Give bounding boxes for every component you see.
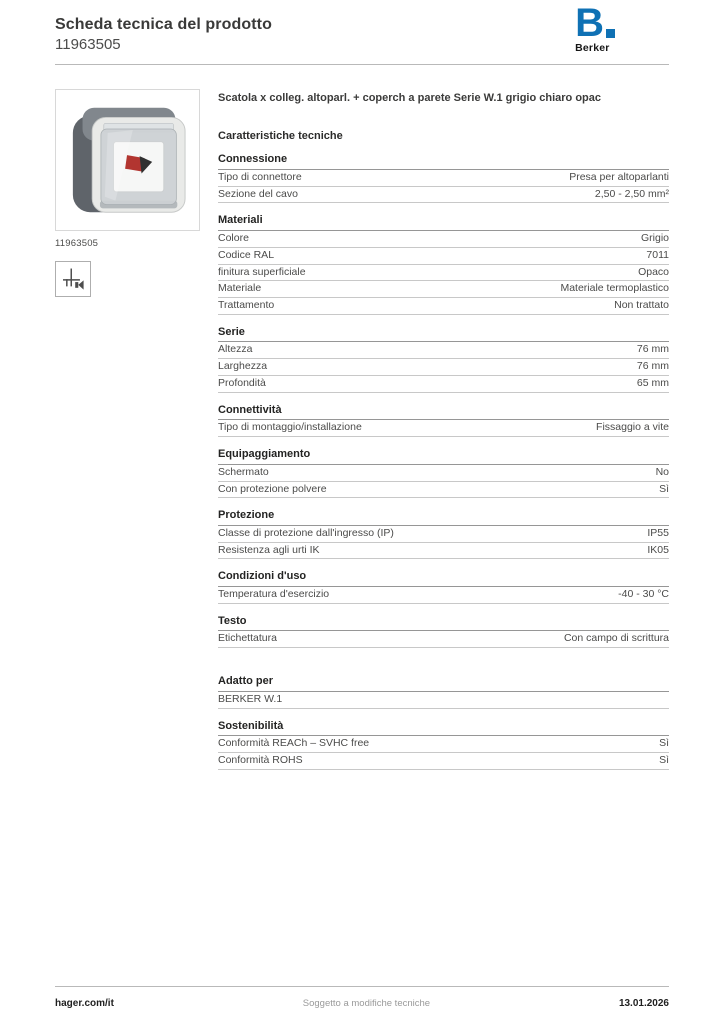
spec-value: Grigio [640, 232, 669, 245]
spec-rows [218, 342, 669, 392]
product-photo-graphic [69, 98, 187, 222]
berker-logo-mark [575, 1, 615, 45]
spec-value: 65 mm [636, 376, 669, 389]
spec-value: No [655, 465, 669, 478]
footer-disclaimer: Soggetto a modifiche tecniche [302, 998, 431, 1009]
spec-section-8 [218, 675, 669, 708]
spec-label: Sezione del cavo [218, 187, 298, 200]
header-divider [55, 64, 669, 65]
spec-label: BERKER W.1 [218, 692, 283, 705]
specs-heading: Caratteristiche tecniche [218, 130, 343, 143]
spec-value: IK05 [647, 543, 669, 556]
spec-label: Tipo di connettore [218, 170, 302, 183]
spec-row [218, 342, 669, 359]
spec-label: finitura superficiale [218, 265, 306, 278]
spec-value: Con campo di scrittura [563, 632, 669, 645]
spec-label: Classe di protezione dall'ingresso (IP) [218, 526, 394, 539]
spec-label: Conformità REACh – SVHC free [218, 737, 370, 750]
spec-value: 7011 [646, 248, 669, 261]
spec-rows [218, 736, 669, 770]
spec-row [218, 170, 669, 187]
spec-label: Etichettatura [218, 632, 277, 645]
spec-rows [218, 231, 669, 315]
spec-rows [218, 692, 669, 709]
spec-section-title: Serie [218, 326, 669, 343]
spec-rows [218, 631, 669, 648]
spec-rows [218, 465, 669, 499]
spec-value: Sì [659, 482, 669, 495]
spec-section-title: Connessione [218, 153, 669, 170]
spec-value: 76 mm [636, 343, 669, 356]
spec-label: Trattamento [218, 299, 275, 312]
spec-value: Fissaggio a vite [596, 421, 669, 434]
spec-section-2 [218, 326, 669, 393]
spec-label: Temperatura d'esercizio [218, 588, 330, 601]
spec-section-title: Equipaggiamento [218, 448, 669, 465]
spec-label: Con protezione polvere [218, 482, 327, 495]
main-content [55, 89, 669, 770]
berker-b-glyph: B [575, 1, 603, 45]
header [55, 0, 669, 53]
spec-section-title: Adatto per [218, 675, 669, 692]
footer-website-link[interactable]: hager.com/it [55, 998, 114, 1009]
spec-row [218, 465, 669, 482]
spec-section-7 [218, 615, 669, 648]
spec-value: 76 mm [636, 360, 669, 373]
spec-section-3 [218, 404, 669, 437]
spec-value: IP55 [647, 526, 669, 539]
spec-column [218, 89, 669, 770]
spec-rows [218, 526, 669, 560]
spec-row [218, 376, 669, 393]
spec-row [218, 482, 669, 499]
berker-logo-text: Berker [575, 42, 610, 55]
spec-value: 2,50 - 2,50 mm² [594, 187, 669, 200]
berker-logo-dot [606, 29, 615, 38]
speaker-connection-icon [55, 261, 91, 297]
spec-label: Resistenza agli urti IK [218, 543, 320, 556]
spec-value: Sì [659, 753, 669, 766]
spec-sections [218, 153, 669, 769]
spec-row [218, 298, 669, 315]
spec-rows [218, 170, 669, 204]
footer [55, 986, 669, 1024]
spec-row [218, 265, 669, 282]
spec-section-title: Materiali [218, 214, 669, 231]
spec-section-title: Testo [218, 615, 669, 632]
spec-label: Codice RAL [218, 248, 275, 261]
spec-label: Colore [218, 232, 249, 245]
spec-row [218, 281, 669, 298]
product-title: Scatola x colleg. altoparl. + coperch a parete Serie W.1 grigio chiaro opac [218, 92, 601, 104]
spec-row [218, 231, 669, 248]
spec-row [218, 692, 669, 709]
spec-section-1 [218, 214, 669, 314]
berker-logo [575, 1, 615, 55]
product-photo [55, 89, 200, 231]
spec-section-title: Protezione [218, 509, 669, 526]
spec-value: Non trattato [614, 299, 669, 312]
spec-label: Materiale [218, 282, 262, 295]
spec-label: Profondità [218, 376, 266, 389]
spec-label: Altezza [218, 343, 253, 356]
spec-row [218, 736, 669, 753]
spec-section-6 [218, 570, 669, 603]
spec-section-9 [218, 720, 669, 770]
spec-row [218, 526, 669, 543]
spec-row [218, 420, 669, 437]
footer-date: 13.01.2026 [618, 998, 669, 1009]
spec-rows [218, 420, 669, 437]
spec-row [218, 248, 669, 265]
product-id: 11963505 [55, 36, 121, 53]
spec-section-4 [218, 448, 669, 498]
spec-label: Schermato [218, 465, 269, 478]
spec-row [218, 587, 669, 604]
spec-row [218, 753, 669, 770]
spec-value: Sì [659, 737, 669, 750]
spec-section-5 [218, 509, 669, 559]
spec-value: Presa per altoparlanti [569, 170, 669, 183]
spec-rows [218, 587, 669, 604]
spec-value: Materiale termoplastico [560, 282, 669, 295]
spec-label: Larghezza [218, 360, 268, 373]
spec-value: Opaco [638, 265, 669, 278]
spec-row [218, 543, 669, 560]
product-media-column [55, 89, 200, 770]
spec-section-title: Connettività [218, 404, 669, 421]
spec-section-title: Sostenibilità [218, 720, 669, 737]
spec-row [218, 187, 669, 204]
spec-row [218, 631, 669, 648]
page-title: Scheda tecnica del prodotto [55, 16, 272, 33]
spec-label: Conformità ROHS [218, 753, 303, 766]
spec-label: Tipo di montaggio/installazione [218, 421, 362, 434]
spec-row [218, 359, 669, 376]
spec-section-title: Condizioni d'uso [218, 570, 669, 587]
spec-value: -40 - 30 °C [618, 588, 669, 601]
spec-section-0 [218, 153, 669, 203]
product-photo-caption: 11963505 [55, 238, 99, 249]
